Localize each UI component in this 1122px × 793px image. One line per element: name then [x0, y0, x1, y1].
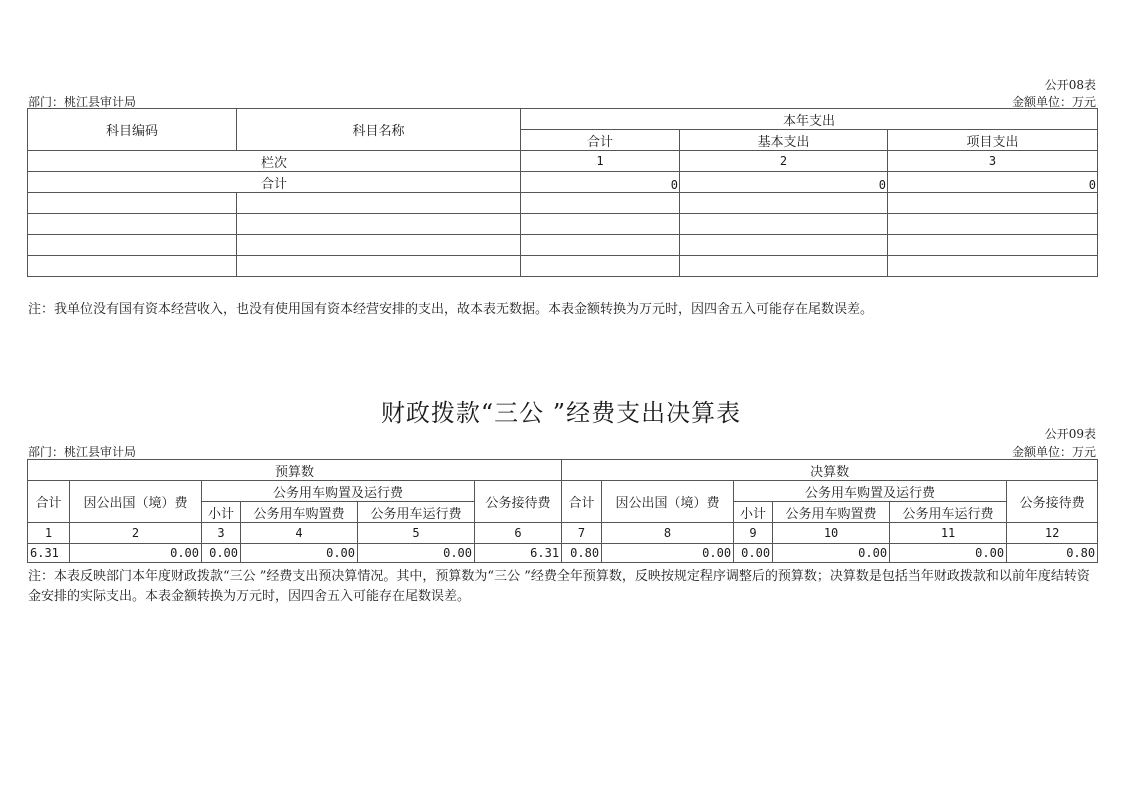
col-index: 4	[241, 523, 358, 544]
table-row	[28, 256, 1098, 277]
final-abroad-value: 0.00	[602, 544, 734, 563]
final-reception-header: 公务接待费	[1007, 481, 1098, 523]
final-car-running-value: 0.00	[890, 544, 1007, 563]
header-project: 项目支出	[888, 130, 1098, 151]
header-total: 合计	[521, 130, 680, 151]
final-car-subtotal-value: 0.00	[734, 544, 773, 563]
table-row	[28, 544, 1098, 563]
header-subject-code: 科目编码	[28, 109, 237, 151]
budget-total-value: 6.31	[28, 544, 70, 563]
col-index: 10	[773, 523, 890, 544]
table08-department: 部门：桃江县审计局	[28, 95, 137, 109]
final-reception-value: 0.80	[1007, 544, 1098, 563]
table08	[27, 108, 1098, 277]
budget-total-header: 合计	[28, 481, 70, 523]
row-index-label: 栏次	[28, 151, 521, 172]
budget-car-running-value: 0.00	[358, 544, 475, 563]
col-index: 9	[734, 523, 773, 544]
budget-car-subtotal-value: 0.00	[202, 544, 241, 563]
table-row	[28, 193, 1098, 214]
col-index: 7	[562, 523, 602, 544]
total-value-1: 0	[521, 172, 680, 193]
header-subject-name: 科目名称	[237, 109, 521, 151]
final-total-value: 0.80	[562, 544, 602, 563]
col-index-1: 1	[521, 151, 680, 172]
budget-subtotal-header: 小计	[202, 502, 241, 523]
final-car-running-header: 公务用车运行费	[890, 502, 1007, 523]
table-row	[28, 235, 1098, 256]
budget-reception-value: 6.31	[475, 544, 562, 563]
table09-note: 注：本表反映部门本年度财政拨款“三公 ”经费支出预决算情况。其中，预算数为“三公 ”经费全年预算数，反映按规定程序调整后的预算数；决算数是包括当年财政拨款和以前年度结转资金安排的实际支出。本表金额转换为万元时，因四舍五入可能存在尾数误差。	[28, 569, 1090, 604]
final-abroad-header: 因公出国（境）费	[602, 481, 734, 523]
budget-car-purchase-value: 0.00	[241, 544, 358, 563]
table-row	[28, 151, 1098, 172]
budget-car-purchase-header: 公务用车购置费	[241, 502, 358, 523]
table08-code: 公开08表	[1044, 78, 1096, 92]
budget-abroad-value: 0.00	[70, 544, 202, 563]
col-index: 5	[358, 523, 475, 544]
table08-unit: 金额单位：万元	[1011, 95, 1096, 109]
header-current-year: 本年支出	[521, 109, 1098, 130]
col-index: 12	[1007, 523, 1098, 544]
final-subtotal-header: 小计	[734, 502, 773, 523]
table09-code: 公开09表	[1044, 427, 1096, 441]
table-row	[28, 523, 1098, 544]
table-row	[28, 214, 1098, 235]
total-value-2: 0	[680, 172, 888, 193]
table09-department: 部门：桃江县审计局	[28, 445, 137, 459]
col-index: 11	[890, 523, 1007, 544]
table09-unit: 金额单位：万元	[1011, 445, 1096, 459]
final-car-purchase-header: 公务用车购置费	[773, 502, 890, 523]
total-value-3: 0	[888, 172, 1098, 193]
header-budget: 预算数	[28, 460, 562, 481]
table-row	[28, 172, 1098, 193]
col-index: 3	[202, 523, 241, 544]
final-total-header: 合计	[562, 481, 602, 523]
budget-reception-header: 公务接待费	[475, 481, 562, 523]
col-index-2: 2	[680, 151, 888, 172]
final-car-purchase-value: 0.00	[773, 544, 890, 563]
budget-abroad-header: 因公出国（境）费	[70, 481, 202, 523]
col-index-3: 3	[888, 151, 1098, 172]
row-total-label: 合计	[28, 172, 521, 193]
col-index: 1	[28, 523, 70, 544]
col-index: 6	[475, 523, 562, 544]
budget-car-running-header: 公务用车运行费	[358, 502, 475, 523]
header-basic: 基本支出	[680, 130, 888, 151]
budget-car-header: 公务用车购置及运行费	[202, 481, 475, 502]
table09	[27, 459, 1098, 563]
col-index: 8	[602, 523, 734, 544]
table08-note: 注：我单位没有国有资本经营收入，也没有使用国有资本经营安排的支出，故本表无数据。本表金额转换为万元时，因四舍五入可能存在尾数误差。	[28, 302, 874, 317]
table09-title: 财政拨款“三公 ”经费支出决算表	[380, 399, 742, 427]
col-index: 2	[70, 523, 202, 544]
header-final: 决算数	[562, 460, 1098, 481]
final-car-header: 公务用车购置及运行费	[734, 481, 1007, 502]
